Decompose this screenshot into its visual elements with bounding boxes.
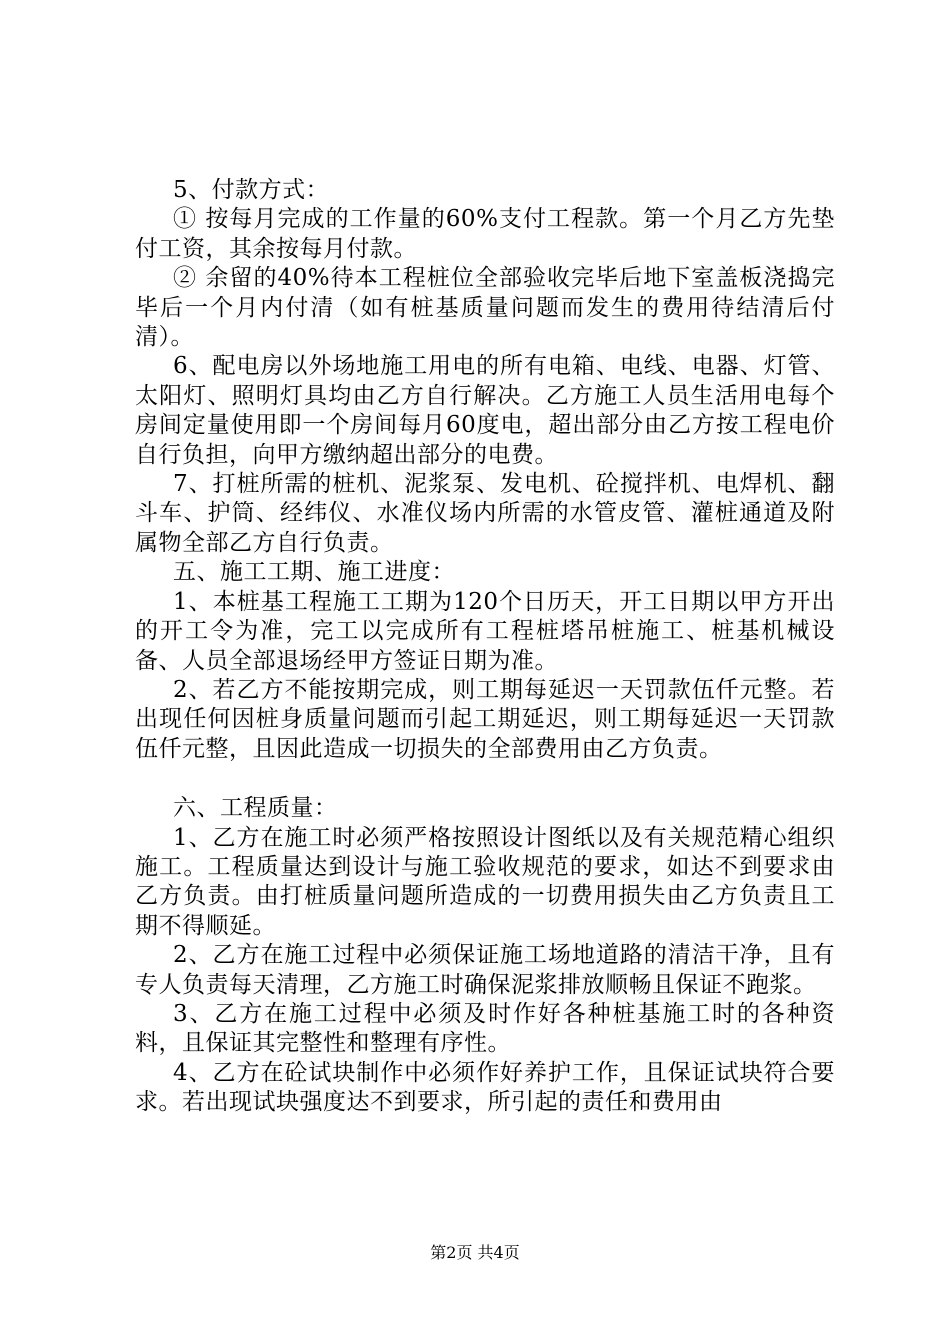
paragraph-quality-1: 1、乙方在施工时必须严格按照设计图纸以及有关规范精心组织施工。工程质量达到设计与施工验收规范的要求，如达不到要求由乙方负责。由打桩质量问题所造成的一切费用损失由乙方负责且工期不得顺延。 (135, 824, 835, 939)
section-heading-schedule: 五、施工工期、施工进度： (173, 559, 455, 586)
paragraph-quality-3: 3、乙方在施工过程中必须及时作好各种桩基施工时的各种资料，且保证其完整性和整理有序性。 (135, 1000, 835, 1057)
paragraph-clause-7: 7、打桩所需的桩机、泥浆泵、发电机、砼搅拌机、电焊机、翻斗车、护筒、经纬仪、水准仪场内所需的水管皮管、灌桩通道及附属物全部乙方自行负责。 (135, 471, 835, 556)
section-spacer (135, 764, 835, 794)
paragraph-payment-heading: 5、付款方式： (173, 177, 330, 203)
document-body (135, 176, 835, 1118)
paragraph-quality-4: 4、乙方在砼试块制作中必须作好养护工作，且保证试块符合要求。若出现试块强度达不到要求，所引起的责任和费用由 (135, 1059, 835, 1116)
paragraph-quality-2: 2、乙方在施工过程中必须保证施工场地道路的清洁干净，且有专人负责每天清理，乙方施工时确保泥浆排放顺畅且保证不跑浆。 (135, 942, 835, 998)
paragraph-schedule-2: 2、若乙方不能按期完成，则工期每延迟一天罚款伍仟元整。若出现任何因桩身质量问题而引起工期延迟，则工期每延迟一天罚款伍仟元整，且因此造成一切损失的全部费用由乙方负责。 (135, 676, 835, 762)
paragraph-payment-item-2: ② 余留的40%待本工程桩位全部验收完毕后地下室盖板浇捣完毕后一个月内付清（如有桩基质量问题而发生的费用待结清后付清）。 (135, 265, 835, 351)
page-number-footer: 第2页 共4页 (430, 1243, 520, 1262)
paragraph-clause-6: 6、配电房以外场地施工用电的所有电箱、电线、电器、灯管、太阳灯、照明灯具均由乙方自行解决。乙方施工人员生活用电每个房间定量使用即一个房间每月60度电，超出部分由乙方按工程电价自行负担，向甲方缴纳超出部分的电费。 (135, 353, 835, 468)
paragraph-payment-item-1: ① 按每月完成的工作量的60%支付工程款。第一个月乙方先垫付工资，其余按每月付款。 (135, 206, 835, 262)
paragraph-schedule-1: 1、本桩基工程施工工期为120个日历天，开工日期以甲方开出的开工令为准，完工以完成所有工程桩塔吊桩施工、桩基机械设备、人员全部退场经甲方签证日期为准。 (135, 588, 835, 674)
section-heading-quality: 六、工程质量： (173, 795, 338, 822)
